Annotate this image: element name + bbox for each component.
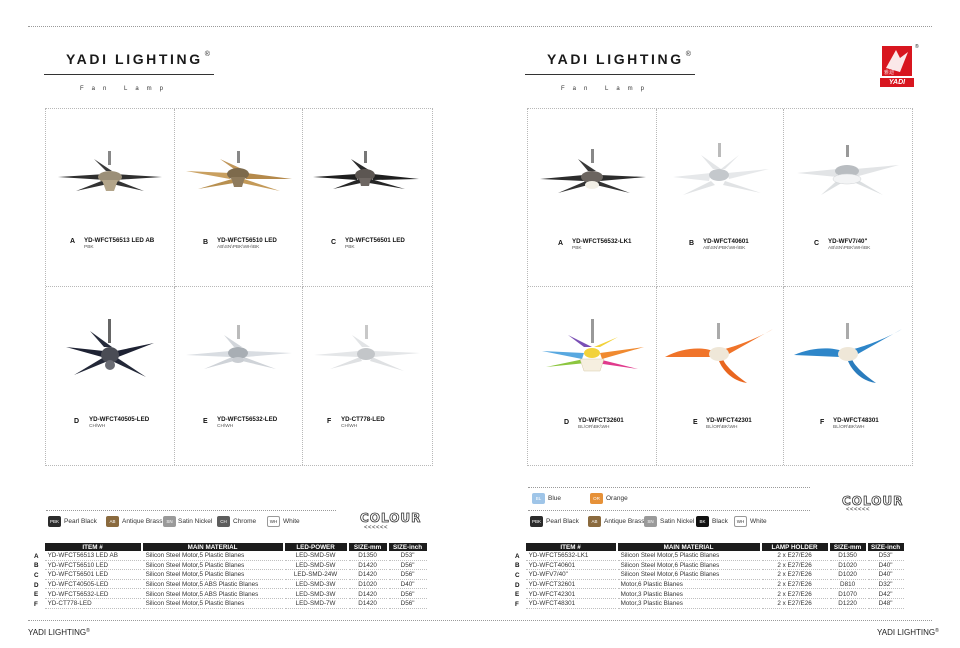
product-cell-b[interactable]	[657, 109, 784, 287]
product-cell-d[interactable]	[46, 287, 175, 465]
right-brand-title: YADI LIGHTING ®	[547, 51, 691, 67]
left-brand-title: YADI LIGHTING ®	[66, 51, 210, 67]
product-model: YD-WFV7/40"	[828, 238, 868, 245]
right-brand-rule	[525, 74, 695, 75]
right-colour-title: COLOUR	[842, 494, 904, 508]
swatch-satin-nickel: SN	[644, 516, 657, 527]
product-cell-a[interactable]	[528, 109, 657, 287]
swatch-chrome: CH	[217, 516, 230, 527]
left-colour-rule	[46, 510, 336, 511]
table-row: A YD-WFCT56513 LED AB Silicon Steel Motor,5 Plastic Blanes LED-SMD-5W D1350 D53"	[34, 552, 427, 561]
product-finish: BL\OR\BK\WH	[706, 425, 738, 430]
swatch-label: Blue	[548, 495, 562, 502]
left-subtitle: Fan Lamp	[80, 86, 172, 92]
fan-image	[663, 321, 775, 385]
col-size-inch: SIZE-inch	[868, 543, 904, 551]
swatch-label: Chrome	[233, 518, 257, 525]
product-letter: D	[564, 419, 570, 426]
fan-image	[538, 147, 648, 203]
swatch-label: Pearl Black	[64, 518, 97, 525]
fan-image	[56, 147, 164, 207]
fan-image	[184, 149, 294, 199]
col-size-mm: SIZE-mm	[830, 543, 866, 551]
product-cell-e[interactable]	[175, 287, 303, 465]
table-row: E YD-WFCT56532-LED Silicon Steel Motor,5 ABS Plastic Blanes LED-SMD-3W D1420 D56"	[34, 590, 427, 599]
table-row: E YD-WFCT42301 Motor,3 Plastic Blanes 2 x E27/E26 D1070 D42"	[515, 590, 904, 599]
fan-image	[538, 317, 648, 387]
swatch-antique-brass: AB	[588, 516, 601, 527]
fan-image	[60, 317, 160, 387]
swatch-label: White	[750, 518, 767, 525]
product-finish: PBK	[572, 246, 582, 251]
product-finish: AB\SN\PBK\WH\BK	[703, 246, 746, 251]
left-colour-title: COLOUR	[360, 511, 422, 525]
product-model: YD-WFCT56532-LED	[217, 416, 278, 423]
col-lamp-holder: LAMP HOLDER	[762, 543, 828, 551]
product-cell-e[interactable]	[657, 287, 784, 465]
yadi-logo-icon	[880, 44, 914, 78]
product-finish: CH\WH	[341, 424, 358, 429]
swatch-satin-nickel: SN	[163, 516, 176, 527]
product-cell-b[interactable]	[175, 109, 303, 287]
bottom-rule	[28, 620, 932, 621]
product-letter: C	[331, 239, 337, 246]
right-footer: YADI LIGHTING®	[877, 628, 939, 637]
right-colour-arrows: <<<<<<	[846, 507, 871, 513]
product-cell-c[interactable]	[784, 109, 912, 287]
col-item: ITEM #	[526, 543, 616, 551]
table-row: A YD-WFCT56532-LK1 Silicon Steel Motor,5 Plastic Blanes 2 x E27/E26 D1350 D53"	[515, 552, 904, 561]
product-letter: E	[693, 419, 698, 426]
product-finish: AB\SN\PBK\WH\BK	[828, 246, 871, 251]
product-finish: AB\SN\PBK\WH\BK	[217, 245, 260, 250]
logo-reg-mark: ®	[915, 44, 919, 50]
table-header-row	[34, 543, 427, 551]
swatch-pearl-black: PBK	[530, 516, 543, 527]
product-finish: CH\WH	[217, 424, 234, 429]
product-letter: C	[814, 240, 820, 247]
fan-image	[793, 143, 903, 203]
swatch-label: Antique Brass	[604, 518, 645, 525]
right-product-grid	[527, 108, 913, 466]
product-cell-c[interactable]	[303, 109, 432, 287]
swatch-antique-brass: AB	[106, 516, 119, 527]
right-spec-table	[513, 542, 906, 610]
table-row: C YD-WFCT56501 LED Silicon Steel Motor,5 Plastic Blanes LED-SMD-24W D1420 D56"	[34, 571, 427, 580]
fan-image	[792, 321, 904, 385]
product-model: YD-WFCT40505-LED	[89, 416, 150, 423]
left-colour-arrows: <<<<<<	[364, 525, 389, 531]
left-brand-rule	[44, 74, 214, 75]
left-spec-table	[32, 542, 429, 610]
col-item: ITEM #	[45, 543, 141, 551]
table-row: D YD-WFCT40505-LED Silicon Steel Motor,5 ABS Plastic Blanes LED-SMD-3W D1020 D40"	[34, 581, 427, 590]
fan-image	[311, 149, 421, 199]
product-model: YD-WFCT56501 LED	[345, 237, 405, 244]
fan-image	[312, 323, 422, 379]
table-row: B YD-WFCT40601 Silicon Steel Motor,6 Plastic Blanes 2 x E27/E26 D1020 D40"	[515, 562, 904, 571]
top-rule	[28, 26, 932, 27]
product-cell-a[interactable]	[46, 109, 175, 287]
product-model: YD-WFCT48301	[833, 417, 879, 424]
table-header-row	[515, 543, 904, 551]
product-model: YD-WFCT56513 LED AB	[84, 237, 155, 244]
swatch-label: Pearl Black	[546, 518, 579, 525]
svg-text:雅迪: 雅迪	[884, 70, 895, 76]
yadi-logo-text: YADI	[880, 78, 914, 87]
col-size-mm: SIZE-mm	[349, 543, 387, 551]
product-model: YD-WFCT56532-LK1	[572, 238, 632, 245]
swatch-label: Black	[712, 518, 728, 525]
product-cell-f[interactable]	[784, 287, 912, 465]
swatch-black: BK	[696, 516, 709, 527]
product-letter: B	[689, 240, 695, 247]
yadi-logo	[880, 44, 919, 88]
product-finish: BL\OR\BK\WH	[578, 425, 610, 430]
swatch-white: WH	[734, 516, 747, 527]
product-letter: A	[70, 238, 76, 245]
product-finish: BL\OR\BK\WH	[833, 425, 865, 430]
right-subtitle: Fan Lamp	[561, 86, 653, 92]
product-model: YD-WFCT32601	[578, 417, 624, 424]
table-row: F YD-CT778-LED Silicon Steel Motor,5 Plastic Blanes LED-SMD-7W D1420 D56"	[34, 600, 427, 609]
right-colour-rule-top	[528, 487, 810, 488]
table-row: F YD-WFCT48301 Motor,3 Plastic Blanes 2 x E27/E26 D1220 D48"	[515, 600, 904, 609]
product-model: YD-WFCT56510 LED	[217, 237, 277, 244]
swatch-pearl-black: PBK	[48, 516, 61, 527]
product-cell-d[interactable]	[528, 287, 657, 465]
swatch-label: Satin Nickel	[660, 518, 695, 525]
product-letter: E	[203, 418, 208, 425]
product-letter: F	[820, 419, 825, 426]
swatch-label: White	[283, 518, 300, 525]
col-size-inch: SIZE-inch	[389, 543, 427, 551]
fan-image	[665, 141, 775, 205]
product-model: YD-WFCT40601	[703, 238, 749, 245]
product-finish: CH\WH	[89, 424, 106, 429]
product-cell-f[interactable]	[303, 287, 432, 465]
table-row: D YD-WFCT32601 Motor,6 Plastic Blanes 2 x E27/E26 D810 D32"	[515, 581, 904, 590]
table-row: B YD-WFCT56510 LED Silicon Steel Motor,5 Plastic Blanes LED-SMD-5W D1420 D56"	[34, 562, 427, 571]
product-model: YD-WFCT42301	[706, 417, 752, 424]
product-finish: PBK	[345, 245, 355, 250]
table-row: C YD-WFV7/40" Silicon Steel Motor,6 Plastic Blanes 2 x E27/E26 D1020 D40"	[515, 571, 904, 580]
col-material: MAIN MATERIAL	[618, 543, 760, 551]
product-finish: PBK	[84, 245, 94, 250]
swatch-label: Antique Brass	[122, 518, 163, 525]
col-material: MAIN MATERIAL	[143, 543, 283, 551]
product-letter: A	[558, 240, 564, 247]
swatch-label: Satin Nickel	[178, 518, 213, 525]
swatch-white: WH	[267, 516, 280, 527]
fan-image	[184, 323, 294, 379]
right-colour-rule	[528, 510, 810, 511]
product-model: YD-CT778-LED	[341, 416, 385, 423]
col-power: LED-POWER	[285, 543, 347, 551]
left-product-grid	[45, 108, 433, 466]
product-letter: D	[74, 418, 80, 425]
swatch-blue: BL	[532, 493, 545, 504]
left-footer: YADI LIGHTING®	[28, 628, 90, 637]
product-letter: F	[327, 418, 332, 425]
swatch-orange: OR	[590, 493, 603, 504]
product-letter: B	[203, 239, 209, 246]
swatch-label: Orange	[606, 495, 628, 502]
